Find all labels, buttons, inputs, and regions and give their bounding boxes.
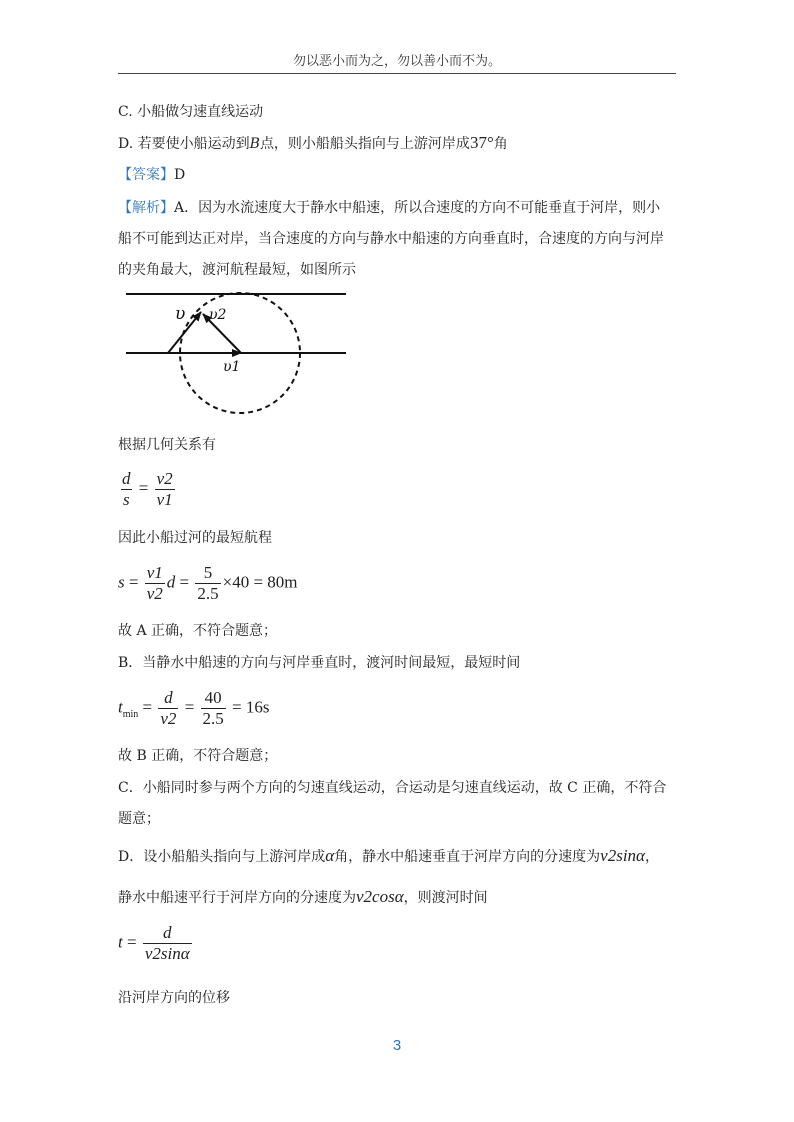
- eq1-lhs-den: s: [122, 490, 130, 509]
- label-v: υ: [175, 304, 186, 324]
- equation-4: t = $\frac{d}{v2\sin\alpha}$: [118, 923, 190, 963]
- eq2-frac-1: [145, 563, 165, 604]
- option-d-text-1: D. 若要使小船运动到: [118, 136, 250, 152]
- option-d-text-2: 点，则小船船头指向与上游河岸成: [259, 136, 470, 152]
- answer-line: [118, 164, 678, 186]
- eq1-rhs: [155, 469, 175, 510]
- eq3-f2-num: 40: [204, 688, 222, 707]
- eq1-rhs-den: v1: [156, 490, 173, 509]
- velocity-diagram: [118, 285, 358, 420]
- eq2-f1-num: v1: [146, 563, 163, 582]
- eq2-f1-den: v2: [146, 584, 163, 603]
- analysis-b: B．当静水中船速的方向与河岸垂直时，渡河时间最短，最短时间: [118, 655, 521, 671]
- eq4-den: v2sinα: [144, 944, 190, 963]
- equation-3: $t_{min}$ = $\frac{d}{v2}$ = $\frac{40}{2.5}$ = 16s: [118, 688, 270, 728]
- option-c: C. 小船做匀速直线运动: [118, 104, 264, 120]
- analysis-d-text-2: 角，静水中船速垂直于河岸方向的分速度为: [334, 849, 601, 865]
- label-v2: υ2: [209, 307, 227, 323]
- eq2-f2-num: 5: [203, 563, 213, 582]
- analysis-d-line-2: [118, 886, 678, 909]
- eq4-lhs: t: [118, 932, 123, 952]
- eq2-lhs: s: [118, 572, 125, 592]
- eq1-lhs: [120, 469, 133, 510]
- analysis-d-text-3: 静水中船速平行于河岸方向的分速度为: [118, 890, 356, 906]
- eq3-result: = 16s: [232, 697, 270, 717]
- label-v1: υ1: [223, 359, 241, 375]
- analysis-tag: 【解析】: [118, 200, 174, 216]
- eq3-f1-den: v2: [160, 709, 177, 728]
- answer-tag: 【答案】: [118, 167, 174, 183]
- shortest-path-line: 因此小船过河的最短航程: [118, 530, 272, 546]
- eq3-f2-den: 2.5: [202, 709, 224, 728]
- analysis-d-alpha: α: [325, 846, 335, 865]
- eq1-lhs-num: d: [122, 469, 131, 488]
- analysis-d-line-1: D．设小船船头指向与上游河岸成α角，静水中船速垂直于河岸方向的分速度为v2sinα，: [118, 846, 659, 865]
- eq3-lhs: t: [118, 697, 123, 717]
- equation-2: s = $\frac{v1}{v2}$ d = $\frac{5}{2.5}$ ×40 = 80m: [118, 563, 298, 603]
- eq3-frac-1: [158, 688, 178, 729]
- page-header: 勿以恶小而为之，勿以善小而不为。: [292, 54, 501, 69]
- option-d-point: B: [249, 136, 260, 152]
- eq3-f1-num: d: [164, 688, 173, 707]
- eq2-times: ×40: [222, 572, 250, 592]
- eq2-f2-den: 2.5: [197, 584, 219, 603]
- displacement-line: 沿河岸方向的位移: [118, 990, 230, 1006]
- option-d-text-3: 角: [493, 136, 508, 152]
- eq1-rhs-num: v2: [156, 469, 173, 488]
- conclusion-a: 故 A 正确，不符合题意；: [118, 623, 278, 639]
- eq4-frac: [143, 923, 192, 964]
- analysis-d-expr-1: v2sinα: [600, 846, 645, 865]
- conclusion-b: 故 B 正确，不符合题意；: [118, 748, 278, 764]
- analysis-a-line-1: [118, 197, 678, 219]
- page-number: 3: [392, 1037, 402, 1054]
- analysis-d-text-1: D．设小船船头指向与上游河岸成: [118, 849, 326, 865]
- analysis-c-line-2: 题意；: [118, 811, 160, 827]
- analysis-a-line-3: 的夹角最大，渡河航程最短，如图所示: [118, 262, 356, 278]
- option-d-angle: 37°: [469, 133, 494, 152]
- analysis-a-text-1: A．因为水流速度大于静水中船速，所以合速度的方向不可能垂直于河岸，则小: [174, 200, 661, 216]
- equation-1: $\frac{d}{s}$ = $\frac{v2}{v1}$: [122, 469, 173, 509]
- geometry-line: 根据几何关系有: [118, 437, 216, 453]
- analysis-d-text-4: ，则渡河时间: [403, 890, 488, 906]
- analysis-d-expr-2: v2cosα: [356, 887, 404, 906]
- analysis-c-line-1: C．小船同时参与两个方向的匀速直线运动，合运动是匀速直线运动，故 C 正确，不符合: [118, 780, 667, 796]
- eq2-frac-2: [195, 563, 220, 604]
- eq4-num: d: [162, 923, 172, 942]
- answer-value: D: [174, 167, 186, 183]
- eq2-result: = 80m: [253, 572, 298, 592]
- eq2-d: d: [166, 572, 176, 592]
- eq3-frac-2: [201, 688, 226, 729]
- eq3-lhs-sub: min: [122, 708, 139, 720]
- header-rule: [118, 73, 676, 74]
- analysis-a-line-2: 船不可能到达正对岸，当合速度的方向与静水中船速的方向垂直时，合速度的方向与河岸: [118, 231, 664, 247]
- option-d: [118, 132, 678, 155]
